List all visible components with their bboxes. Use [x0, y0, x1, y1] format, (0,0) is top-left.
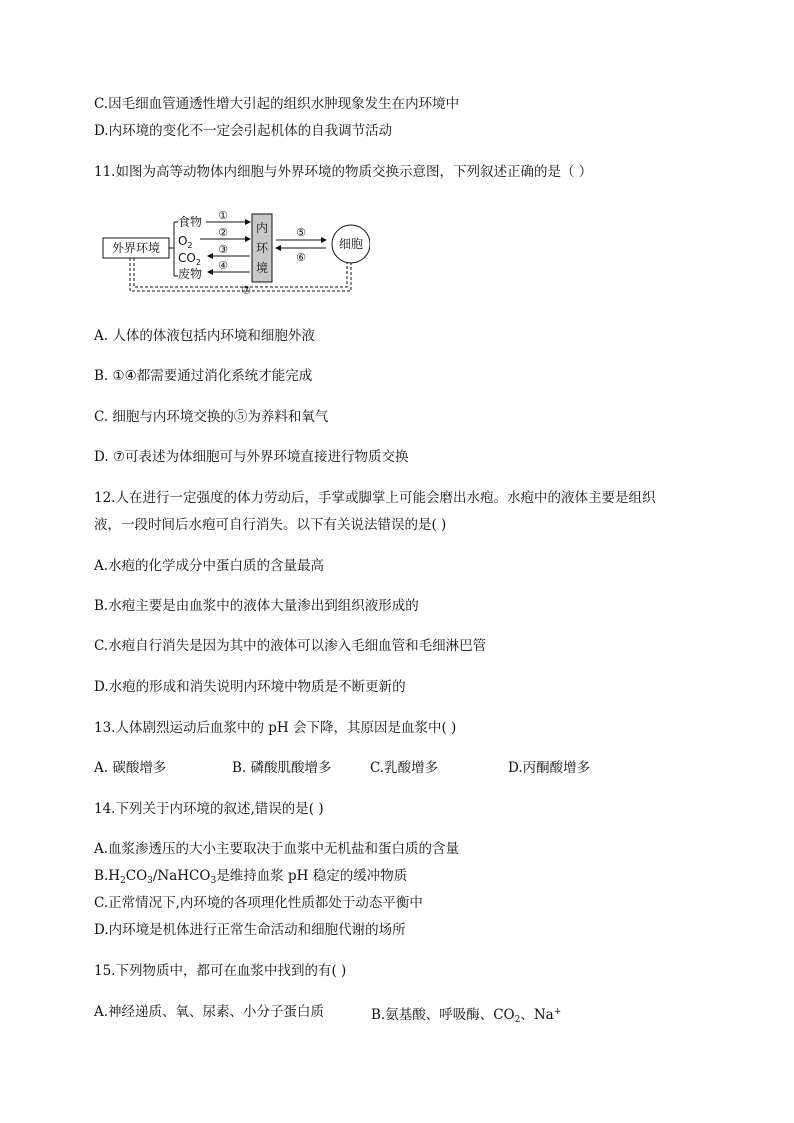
q10-option-d: D.内环境的变化不一定会引起机体的自我调节活动 [94, 123, 393, 139]
q12-option-a: A.水疱的化学成分中蛋白质的含量最高 [94, 558, 325, 574]
q13-option-c: C.乳酸增多 [370, 760, 439, 776]
q15-stem: 15.下列物质中，都可在血浆中找到的有( ) [94, 963, 347, 979]
q13-option-a: A. 碳酸增多 [94, 760, 167, 776]
q11-option-d: D. ⑦可表述为体细胞可与外界环境直接进行物质交换 [94, 449, 409, 465]
q12-stem-line1: 12.人在进行一定强度的体力劳动后，手掌或脚掌上可能会磨出水疱。水疱中的液体主要是组织 [94, 490, 656, 506]
q11-stem: 11.如图为高等动物体内细胞与外界环境的物质交换示意图，下列叙述正确的是（ ） [94, 164, 593, 180]
q13-option-b: B. 磷酸肌酸增多 [232, 760, 332, 776]
o2-label: $O_2$ [178, 234, 193, 250]
bracket [169, 222, 178, 276]
inner-char-1: 内 [255, 221, 269, 235]
num-5: ⑤ [296, 226, 306, 239]
q14-option-b: $B.H_2CO_3/NaHCO_3$是维持血浆 pH 稳定的缓冲物质 [94, 868, 408, 886]
q12-option-c: C.水疱自行消失是因为其中的液体可以渗入毛细血管和毛细淋巴管 [94, 638, 487, 654]
waste-label: 废物 [178, 267, 203, 281]
food-label: 食物 [178, 215, 203, 229]
outer-environment-label: 外界环境 [111, 241, 161, 255]
q14-option-d: D.内环境是机体进行正常生命活动和细胞代谢的场所 [94, 922, 406, 938]
q13-stem: 13.人体剧烈运动后血浆中的 pH 会下降，其原因是血浆中( ) [94, 720, 457, 736]
q14-option-c: C.正常情况下,内环境的各项理化性质都处于动态平衡中 [94, 895, 423, 911]
q13-options [94, 759, 694, 777]
num-6: ⑥ [296, 251, 306, 264]
q11-option-c: C. 细胞与内环境交换的⑤为养料和氧气 [94, 409, 329, 425]
q11-option-a: A. 人体的体液包括内环境和细胞外液 [94, 328, 315, 344]
inner-char-3: 境 [255, 261, 269, 275]
inner-char-2: 环 [255, 241, 269, 255]
q12-option-d: D.水疱的形成和消失说明内环境中物质是不断更新的 [94, 679, 406, 695]
cell-label: 细胞 [338, 237, 364, 251]
num-3: ③ [218, 243, 228, 256]
q11-option-b: B. ①④都需要通过消化系统才能完成 [94, 368, 313, 384]
q11-exchange-diagram [100, 200, 370, 300]
co2-label: $CO_2$ [178, 251, 201, 267]
q10-option-c: C.因毛细血管通透性增大引起的组织水肿现象发生在内环境中 [94, 96, 460, 112]
q14-option-a: A.血浆渗透压的大小主要取决于血浆中无机盐和蛋白质的含量 [94, 841, 460, 857]
num-2: ② [218, 226, 228, 239]
q14-stem: 14.下列关于内环境的叙述,错误的是( ) [94, 801, 324, 817]
q12-stem-line2: 液，一段时间后水疱可自行消失。以下有关说法错误的是( ) [94, 517, 447, 533]
q12-option-b: B.水疱主要是由血浆中的液体大量渗出到组织液形成的 [94, 598, 419, 614]
q15-option-b: B.氨基酸、呼吸酶、$CO_2$、Na+ [371, 1007, 562, 1025]
q15-option-a: A.神经递质、氧、尿素、小分子蛋白质 [94, 1004, 325, 1020]
num-4: ④ [218, 259, 228, 272]
q15-options [94, 1003, 694, 1025]
num-7: ⑦ [241, 284, 251, 297]
num-1: ① [218, 209, 228, 222]
q13-option-d: D.丙酮酸增多 [508, 760, 591, 776]
